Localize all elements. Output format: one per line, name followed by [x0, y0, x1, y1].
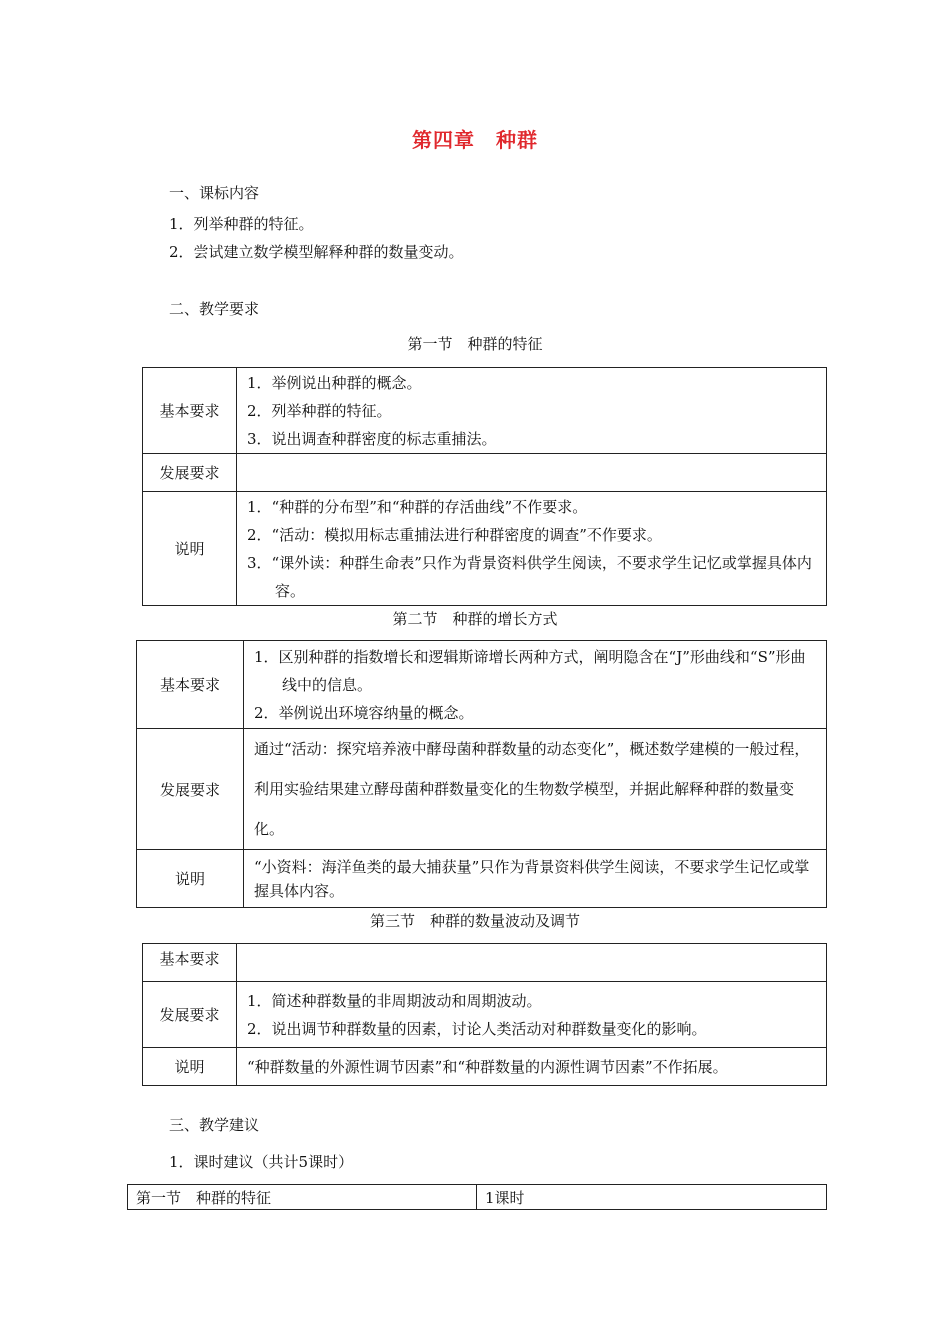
row-content	[237, 454, 827, 492]
table-row	[143, 944, 827, 982]
table-caption: 第一节 种群的特征	[407, 335, 543, 353]
sub-heading: 1．课时建议（共计5课时）	[169, 1153, 354, 1171]
table-row	[143, 982, 827, 1048]
table-row	[128, 1185, 827, 1210]
row-content	[237, 368, 827, 454]
row-label: 发展要求	[143, 454, 237, 492]
paragraph: “小资料：海洋鱼类的最大捕获量”只作为背景资料供学生阅读，不要求学生记忆或掌握具体内容。	[254, 857, 810, 900]
row-label: 基本要求	[137, 641, 244, 729]
row-content	[244, 729, 827, 850]
row-label: 说明	[143, 1048, 237, 1086]
list-item: “种群数量的外源性调节因素”和“种群数量的内源性调节因素”不作拓展。	[247, 1058, 728, 1076]
list-item: 2．举例说出环境容纳量的概念。	[254, 703, 474, 722]
requirements-table	[142, 943, 827, 1086]
list-item: 3．“课外读：种群生命表”只作为背景资料供学生阅读，不要求学生记忆或掌握具体内容。	[247, 553, 812, 600]
table-row	[137, 729, 827, 850]
row-label: 基本要求	[143, 368, 237, 454]
row-content	[244, 641, 827, 729]
list-item: 3．说出调查种群密度的标志重捕法。	[247, 429, 497, 448]
list-item: 1．举例说出种群的概念。	[247, 373, 422, 392]
hours-cell: 1课时	[477, 1185, 827, 1210]
row-content	[237, 1048, 827, 1086]
row-content	[237, 492, 827, 606]
section-heading: 一、课标内容	[169, 184, 260, 202]
list-item: 2．“活动：模拟用标志重捕法进行种群密度的调查”不作要求。	[247, 525, 662, 544]
table-caption: 第二节 种群的增长方式	[392, 610, 558, 628]
row-content	[244, 850, 827, 908]
table-caption: 第三节 种群的数量波动及调节	[369, 912, 580, 930]
row-label: 说明	[143, 492, 237, 606]
list-item: 2．尝试建立数学模型解释种群的数量变动。	[169, 243, 464, 261]
row-content	[237, 944, 827, 982]
requirements-table	[142, 367, 827, 606]
row-label: 基本要求	[143, 944, 237, 982]
list-item: 2．说出调节种群数量的因素，讨论人类活动对种群数量变化的影响。	[247, 1019, 707, 1038]
list-item: 1．列举种群的特征。	[169, 215, 314, 233]
table-row	[143, 454, 827, 492]
table-row	[143, 368, 827, 454]
row-label: 发展要求	[143, 982, 237, 1048]
table-row	[143, 492, 827, 606]
section-heading: 二、教学要求	[169, 300, 260, 318]
row-label: 说明	[137, 850, 244, 908]
list-item: 2．列举种群的特征。	[247, 401, 392, 420]
list-item: 1．“种群的分布型”和“种群的存活曲线”不作要求。	[247, 497, 588, 516]
section-cell: 第一节 种群的特征	[128, 1185, 477, 1210]
section-heading: 三、教学建议	[169, 1116, 260, 1134]
list-item: 1．区别种群的指数增长和逻辑斯谛增长两种方式，阐明隐含在“J”形曲线和“S”形曲线中的信息。	[254, 647, 806, 694]
requirements-table	[136, 640, 827, 908]
class-hours-table	[127, 1184, 827, 1210]
row-label: 发展要求	[137, 729, 244, 850]
paragraph: 通过“活动：探究培养液中酵母菌种群数量的动态变化”，概述数学建模的一般过程，利用实验结果建立酵母菌种群数量变化的生物数学模型，并据此解释种群的数量变化。	[254, 740, 810, 838]
list-item: 1．简述种群数量的非周期波动和周期波动。	[247, 991, 542, 1010]
table-row	[143, 1048, 827, 1086]
table-row	[137, 850, 827, 908]
row-content	[237, 982, 827, 1048]
table-row	[137, 641, 827, 729]
chapter-title: 第四章 种群	[412, 128, 538, 152]
